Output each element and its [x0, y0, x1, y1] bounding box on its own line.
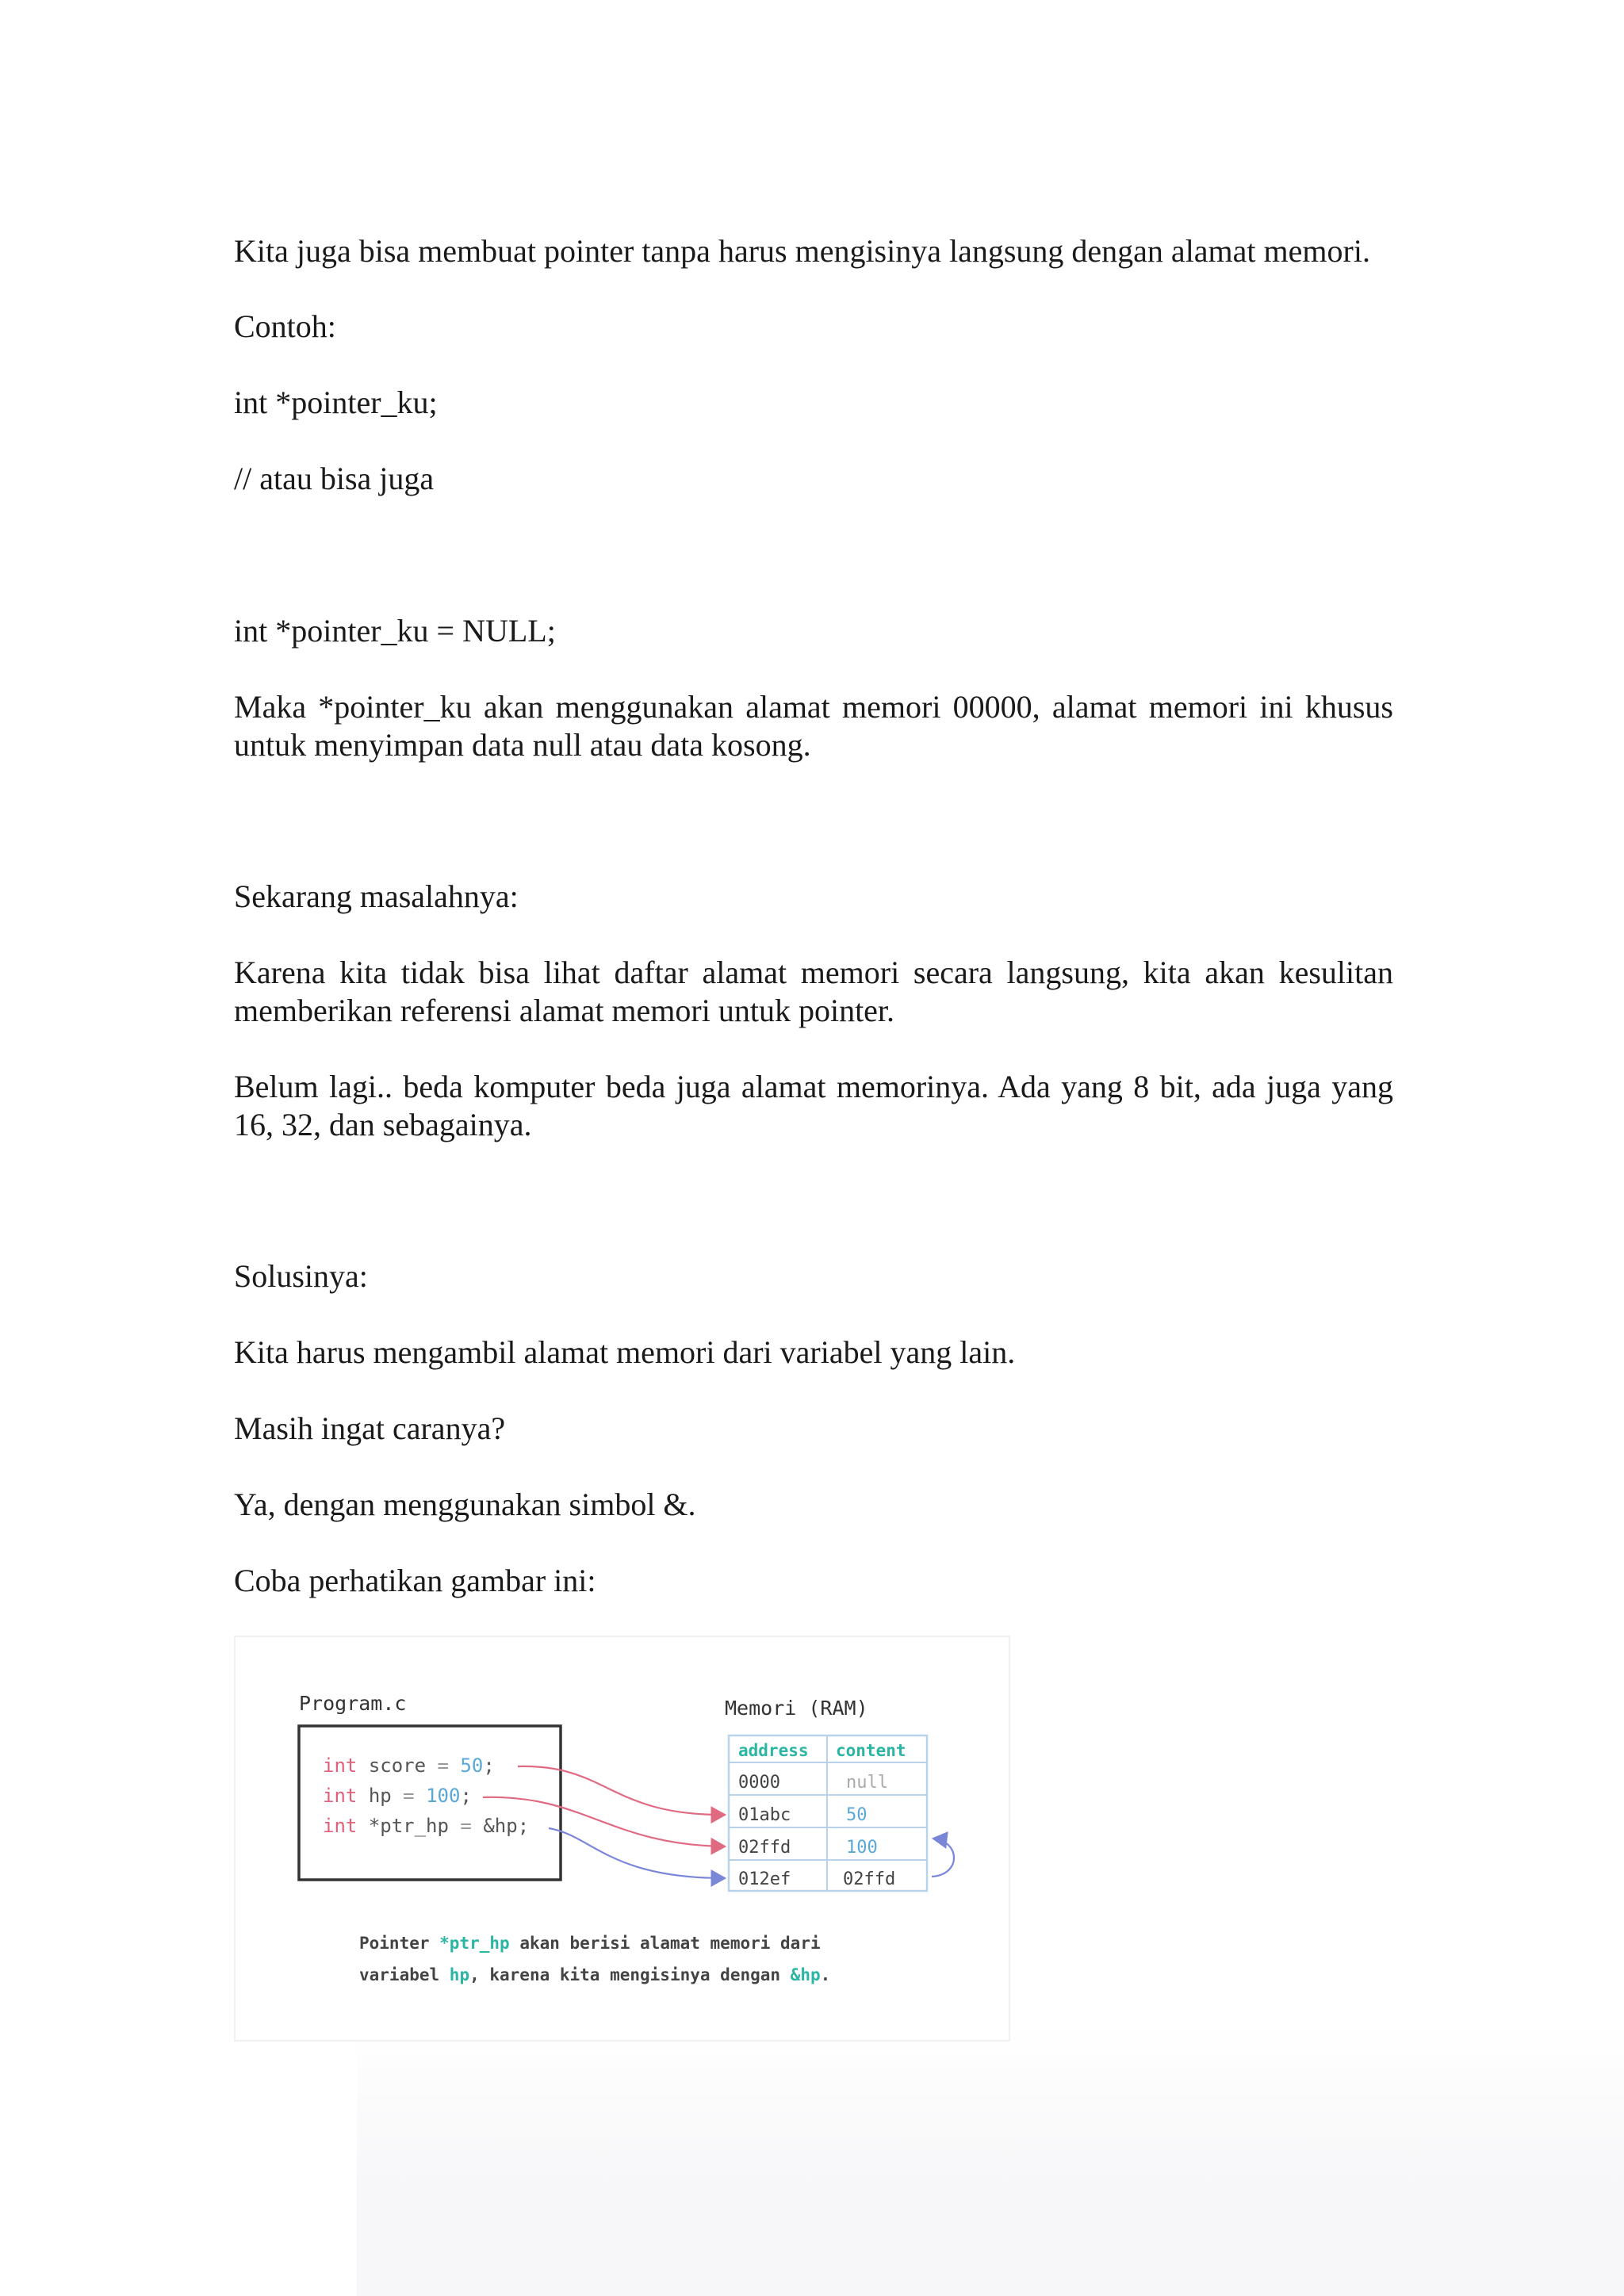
code-line-declaration: int *pointer_ku;	[234, 385, 438, 420]
paragraph-question: Masih ingat caranya?	[234, 1410, 506, 1446]
header-address: address	[738, 1741, 809, 1760]
code-line-null: int *pointer_ku = NULL;	[234, 613, 556, 649]
paragraph-bits: Belum lagi.. beda komputer beda juga alamat memorinya. Ada yang 8 bit, ada juga yang 16, 32, dan sebagainya.	[234, 1069, 1393, 1142]
pointer-diagram-svg	[236, 1637, 1009, 2040]
row-address: 02ffd	[738, 1838, 791, 1858]
paragraph-problem: Karena kita tidak bisa lihat daftar alamat memori secara langsung, kita akan kesulitan memberikan referensi alamat memori untuk pointer.	[234, 955, 1393, 1028]
pointer-diagram	[234, 1636, 1010, 2042]
header-content: content	[836, 1741, 906, 1760]
memory-table	[729, 1735, 927, 1891]
code-line-ptr: int *ptr_hp = &hp;	[323, 1815, 530, 1837]
row-content: 02ffd	[843, 1869, 896, 1889]
row-address: 012ef	[738, 1869, 791, 1889]
arrow-score-to-memory	[518, 1766, 725, 1815]
paragraph-null-explanation: Maka *pointer_ku akan menggunakan alamat memori 00000, alamat memori ini khusus untuk menyimpan data null atau data kosong.	[234, 689, 1393, 763]
heading-problem: Sekarang masalahnya:	[234, 878, 519, 914]
page-shadow	[357, 2022, 1624, 2296]
row-content: 50	[846, 1805, 868, 1825]
code-line-hp: int hp = 100;	[323, 1785, 472, 1807]
paragraph-intro: Kita juga bisa membuat pointer tanpa harus mengisinya langsung dengan alamat memori.	[234, 233, 1370, 269]
code-comment: // atau bisa juga	[234, 461, 435, 496]
row-content: null	[846, 1773, 888, 1793]
paragraph-see-figure: Coba perhatikan gambar ini:	[234, 1563, 596, 1598]
paragraph-contoh: Contoh:	[234, 308, 336, 344]
heading-solution: Solusinya:	[234, 1258, 368, 1294]
program-title: Program.c	[299, 1692, 407, 1715]
paragraph-solution: Kita harus mengambil alamat memori dari variabel yang lain.	[234, 1334, 1016, 1370]
paragraph-symbol: Ya, dengan menggunakan simbol &.	[234, 1487, 696, 1522]
arrow-ptr-to-memory	[549, 1828, 725, 1878]
caption-line-1: Pointer *ptr_hp akan berisi alamat memori dari	[359, 1934, 821, 1953]
code-line-score: int score = 50;	[323, 1755, 495, 1777]
memory-title: Memori (RAM)	[725, 1697, 868, 1720]
row-address: 0000	[738, 1773, 780, 1793]
caption-line-2: variabel hp, karena kita mengisinya dengan &hp.	[359, 1965, 831, 1984]
row-content: 100	[846, 1838, 878, 1858]
row-address: 01abc	[738, 1805, 791, 1825]
arrow-pointer-reference	[932, 1839, 954, 1877]
